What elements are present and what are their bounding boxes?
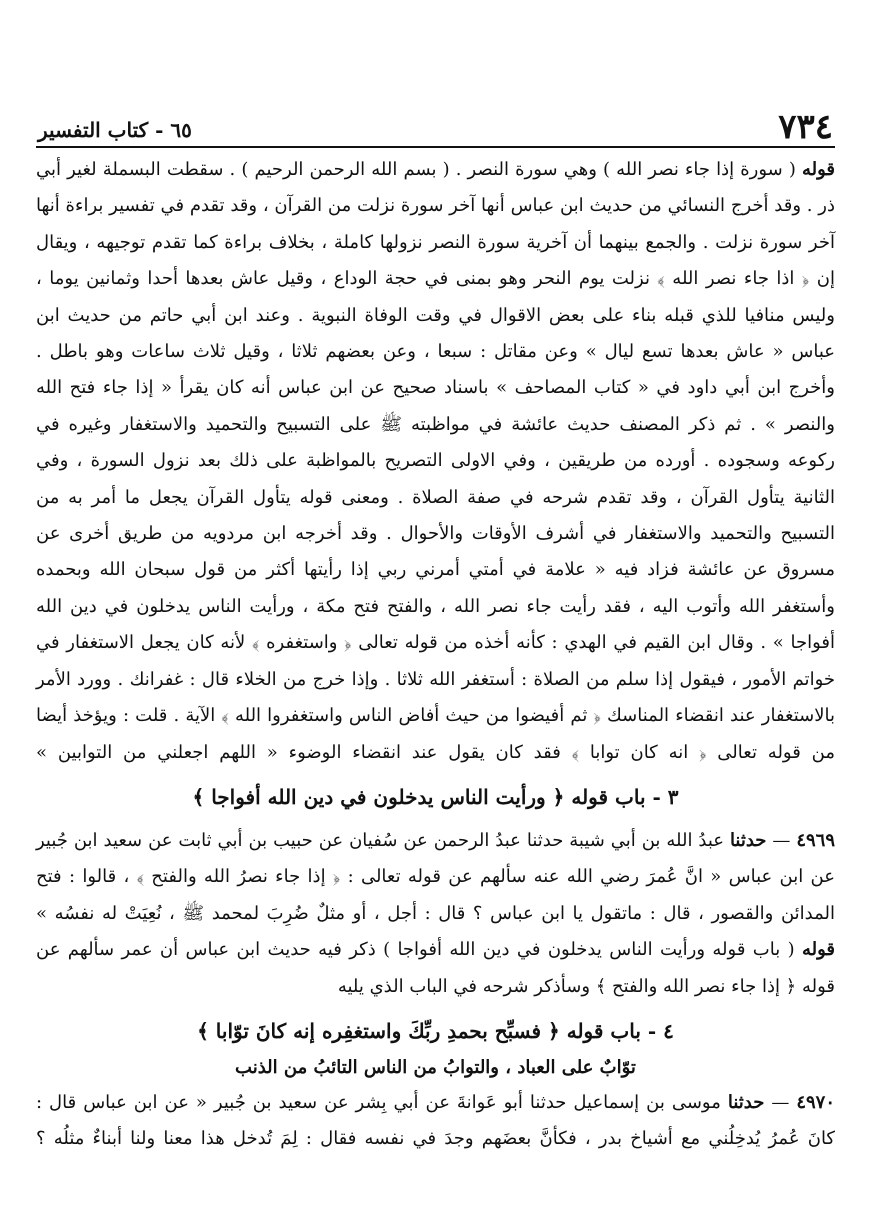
paragraph-text: ( باب قوله ورأيت الناس يدخلون في دين الله أفواجا ) ذكر فيه حديث ابن عباس أن عمر سألهم عن قوله ﴿ إذا جاء نصر الله والفتح ﴾ وسأذكر شرحه في الباب الذي يليه — [36, 939, 835, 997]
hadith-number: ٤٩٦٩ — [796, 829, 835, 851]
running-title: ٦٥ - كتاب التفسير — [38, 118, 192, 142]
lead-word: قوله — [801, 159, 835, 180]
chapter-heading: ٣ - باب قوله ﴿ ورأيت الناس يدخلون في دين الله أفواجا ﴾ — [192, 784, 679, 809]
commentary-paragraph — [36, 152, 835, 771]
haddathana-word: حدثنا — [727, 1091, 765, 1113]
hadith-paragraph: ٤٩٦٩ — حدثنا عبدُ الله بن أبي شيبة حدثنا عبدُ الرحمن عن سُفيان عن حبيب بن أبي ثابت عن سعيد ابن جُبير عن ابن عباس « انَّ عُمرَ رضي الله عنه سألهم عن قوله تعالى : ﴿ إذا جاء نصرُ الله والفتح ﴾ ، قالوا : فتح المدائن والقصور ، قال : ماتقول يا ابن عباس ؟ قال : أجل ، أو مثلٌ ضُرِبَ لمحمد ﷺ ، نُعِيَتْ له نفسُه » — [36, 829, 835, 924]
commentary-paragraph — [36, 932, 835, 1005]
hadith-number: ٤٩٧٠ — [796, 1091, 835, 1113]
header-divider — [36, 146, 835, 148]
chapter-heading: ٤ - باب قوله ﴿ فسبِّح بحمدِ ربِّكَ واستغفِره إنه كانَ توّابا ﴾ — [197, 1018, 674, 1043]
hadith-text: موسى بن إسماعيل حدثنا أبو عَوانةَ عن أبي بِشر عن سعيد بن جُبير « عن ابن عباس قال : كانَ عُمرُ يُدخِلُني مع أشياخ بدر ، فكأنَّ بعضَهم وجدَ في نفسه فقال : لِمَ تُدخل هذا معنا ولنا أبناءٌ مثلُه ؟ — [36, 1091, 835, 1150]
hadith-paragraph: ٤٩٧٠ — حدثنا موسى بن إسماعيل حدثنا أبو عَوانةَ عن أبي بِشر عن سعيد بن جُبير « عن ابن عباس قال : كانَ عُمرُ يُدخِلُني مع أشياخ بدر ، فكأنَّ بعضَهم وجدَ في نفسه فقال : لِمَ تُدخل هذا معنا ولنا أبناءٌ مثلُه ؟ — [36, 1091, 835, 1150]
page-header — [38, 96, 833, 147]
lead-word: قوله — [801, 939, 835, 961]
chapter-subtitle: توّابٌ على العباد ، والتوابُ من الناس التائبُ من الذنب — [235, 1056, 636, 1078]
page-body — [36, 152, 835, 1158]
paragraph-text: ( سورة إذا جاء نصر الله ) وهي سورة النصر . ( بسم الله الرحمن الرحيم ) . سقطت البسملة لغير أبي ذر . وقد أخرج النسائي من حديث ابن عباس أنها آخر سورة نزلت من القرآن ، وقد تقدم في تفسير براءة أنها آخر سورة نزلت . والجمع بينهما أن آخرية سورة النصر نزولها كاملة ، بخلاف براءة كما تقدم توجيهه ، ويقال إن ﴿ اذا جاء نصر الله ﴾ نزلت يوم النحر وهو بمنى في حجة الوداع ، وقيل عاش بعدها أحدا وثمانين يوما ، وليس منافيا للذي قبله بناء على بعض الاقوال في وقت الوفاة النبوية . وعند ابن أبي حاتم من حديث ابن عباس « عاش بعدها تسع ليال » وعن مقاتل : سبعا ، وعن بعضهم ثلاثا ، وقيل ثلاث ساعات وهو باطل . وأخرج ابن أبي داود في « كتاب المصاحف » باسناد صحيح عن ابن عباس أنه كان يقرأ « إذا جاء فتح الله والنصر » . ثم ذكر المصنف حديث عائشة في مواظبته ﷺ على التسبيح والتحميد والاستغفار وغيره في ركوعه وسجوده . أورده من طريقين ، وفي الاولى التصريح بالمواظبة على ذلك بعد نزول السورة ، وفي الثانية يتأول القرآن ، وقد تقدم شرحه في صفة الصلاة . ومعنى قوله يتأول القرآن يجعل ما أمر به من التسبيح والتحميد والاستغفار في أشرف الأوقات والأحوال . وقد أخرجه ابن مردويه من طريق أخرى عن مسروق عن عائشة فزاد فيه « علامة في أمتي أمرني ربي إذا رأيتها أكثر من قول سبحان الله وبحمده وأستغفر الله وأتوب اليه ، فقد رأيت جاء نصر الله ، والفتح فتح مكة ، ورأيت الناس يدخلون في دين الله أفواجا » . وقال ابن القيم في الهدي : كأنه أخذه من قوله تعالى ﴿ واستغفره ﴾ لأنه كان يجعل الاستغفار في خواتم الأمور ، فيقول إذا سلم من الصلاة : أستغفر الله ثلاثا . وإذا خرج من الخلاء قال : غفرانك . وورد الأمر بالاستغفار عند انقضاء المناسك ﴿ ثم أفيضوا من حيث أفاض الناس واستغفروا الله ﴾ الآية . قلت : ويؤخذ أيضا من قوله تعالى ﴿ انه كان توابا ﴾ فقد كان يقول عند انقضاء الوضوء « اللهم اجعلني من التوابين » — [36, 159, 835, 763]
haddathana-word: حدثنا — [729, 829, 767, 851]
page-number: ٧٣٤ — [778, 107, 833, 147]
hadith-text: عبدُ الله بن أبي شيبة حدثنا عبدُ الرحمن عن سُفيان عن حبيب بن أبي ثابت عن سعيد ابن جُبير عن ابن عباس « انَّ عُمرَ رضي الله عنه سألهم عن قوله تعالى : ﴿ إذا جاء نصرُ الله والفتح ﴾ ، قالوا : فتح المدائن والقصور ، قال : ماتقول يا ابن عباس ؟ قال : أجل ، أو مثلٌ ضُرِبَ لمحمد ﷺ ، نُعِيَتْ له نفسُه » — [36, 829, 835, 924]
